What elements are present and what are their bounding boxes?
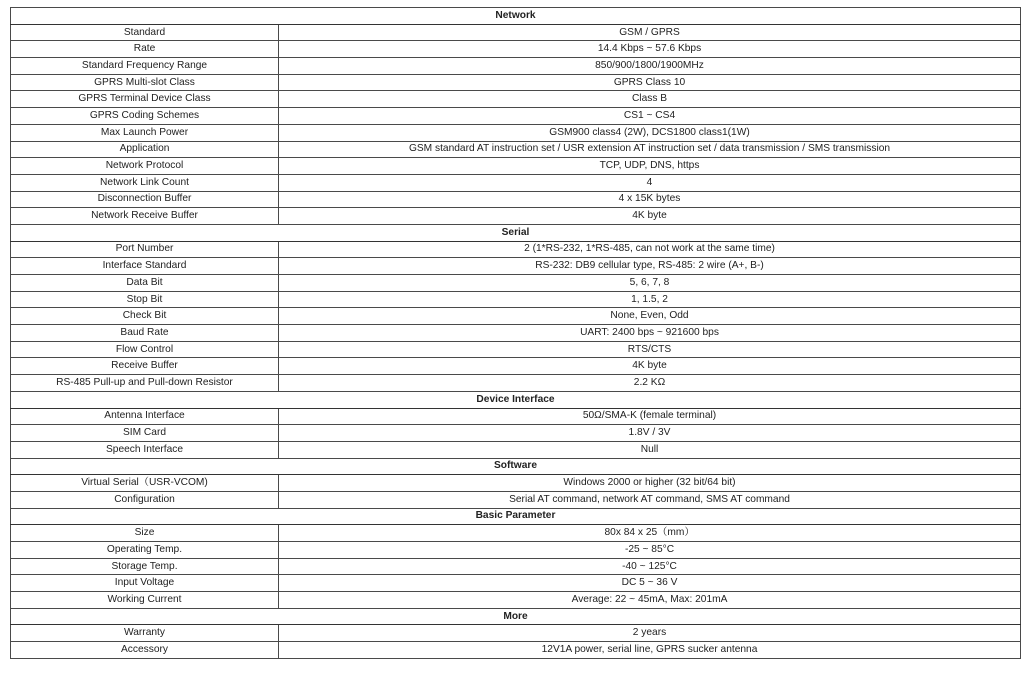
- table-row: [11, 58, 1021, 75]
- table-row: [11, 625, 1021, 642]
- row-value: 4 x 15K bytes: [279, 191, 1021, 208]
- table-row: [11, 74, 1021, 91]
- row-value: TCP, UDP, DNS, https: [279, 158, 1021, 175]
- row-label: Antenna Interface: [11, 408, 279, 425]
- row-label: RS-485 Pull-up and Pull-down Resistor: [11, 375, 279, 392]
- row-label: Storage Temp.: [11, 558, 279, 575]
- table-row: [11, 441, 1021, 458]
- row-value: 50Ω/SMA-K (female terminal): [279, 408, 1021, 425]
- row-value: 2 (1*RS-232, 1*RS-485, can not work at the same time): [279, 241, 1021, 258]
- table-row: [11, 525, 1021, 542]
- table-row: [11, 325, 1021, 342]
- section-title: Serial: [11, 224, 1021, 241]
- row-value: GSM / GPRS: [279, 24, 1021, 41]
- section-title: Basic Parameter: [11, 508, 1021, 525]
- row-label: GPRS Multi-slot Class: [11, 74, 279, 91]
- row-label: Accessory: [11, 642, 279, 659]
- section-header-row: [11, 8, 1021, 25]
- table-row: [11, 425, 1021, 442]
- row-value: GSM900 class4 (2W), DCS1800 class1(1W): [279, 124, 1021, 141]
- row-label: Flow Control: [11, 341, 279, 358]
- section-header-row: [11, 224, 1021, 241]
- section-header-row: [11, 508, 1021, 525]
- section-title: Device Interface: [11, 391, 1021, 408]
- table-row: [11, 542, 1021, 559]
- row-value: 80x 84 x 25（mm）: [279, 525, 1021, 542]
- row-value: DC 5 ~ 36 V: [279, 575, 1021, 592]
- table-row: [11, 358, 1021, 375]
- row-label: Operating Temp.: [11, 542, 279, 559]
- table-row: [11, 91, 1021, 108]
- row-label: Data Bit: [11, 275, 279, 292]
- section-title: More: [11, 608, 1021, 625]
- row-value: 14.4 Kbps ~ 57.6 Kbps: [279, 41, 1021, 58]
- table-row: [11, 475, 1021, 492]
- table-row: [11, 108, 1021, 125]
- table-row: [11, 308, 1021, 325]
- row-label: Network Protocol: [11, 158, 279, 175]
- table-row: [11, 275, 1021, 292]
- section-header-row: [11, 608, 1021, 625]
- table-row: [11, 24, 1021, 41]
- row-value: 12V1A power, serial line, GPRS sucker antenna: [279, 642, 1021, 659]
- row-label: Interface Standard: [11, 258, 279, 275]
- row-value: 1, 1.5, 2: [279, 291, 1021, 308]
- table-row: [11, 575, 1021, 592]
- row-label: Standard Frequency Range: [11, 58, 279, 75]
- row-value: Serial AT command, network AT command, SMS AT command: [279, 491, 1021, 508]
- row-value: 2.2 KΩ: [279, 375, 1021, 392]
- row-value: 1.8V / 3V: [279, 425, 1021, 442]
- row-value: 4K byte: [279, 358, 1021, 375]
- row-value: GPRS Class 10: [279, 74, 1021, 91]
- row-label: Configuration: [11, 491, 279, 508]
- row-label: Working Current: [11, 592, 279, 609]
- table-row: [11, 291, 1021, 308]
- table-row: [11, 191, 1021, 208]
- row-value: 4: [279, 174, 1021, 191]
- table-row: [11, 208, 1021, 225]
- row-label: Disconnection Buffer: [11, 191, 279, 208]
- row-label: Baud Rate: [11, 325, 279, 342]
- spec-table: [10, 7, 1021, 659]
- row-label: SIM Card: [11, 425, 279, 442]
- table-row: [11, 592, 1021, 609]
- row-value: RTS/CTS: [279, 341, 1021, 358]
- table-row: [11, 141, 1021, 158]
- row-label: GPRS Coding Schemes: [11, 108, 279, 125]
- row-label: Warranty: [11, 625, 279, 642]
- row-value: 5, 6, 7, 8: [279, 275, 1021, 292]
- table-row: [11, 158, 1021, 175]
- row-value: -25 ~ 85°C: [279, 542, 1021, 559]
- row-value: 4K byte: [279, 208, 1021, 225]
- row-label: Network Receive Buffer: [11, 208, 279, 225]
- row-value: 850/900/1800/1900MHz: [279, 58, 1021, 75]
- row-label: Input Voltage: [11, 575, 279, 592]
- row-label: Application: [11, 141, 279, 158]
- row-label: Max Launch Power: [11, 124, 279, 141]
- row-value: GSM standard AT instruction set / USR extension AT instruction set / data transmission / SMS transmission: [279, 141, 1021, 158]
- row-value: Average: 22 ~ 45mA, Max: 201mA: [279, 592, 1021, 609]
- row-value: RS-232: DB9 cellular type, RS-485: 2 wire (A+, B-): [279, 258, 1021, 275]
- row-label: Port Number: [11, 241, 279, 258]
- row-label: Network Link Count: [11, 174, 279, 191]
- row-label: GPRS Terminal Device Class: [11, 91, 279, 108]
- row-value: None, Even, Odd: [279, 308, 1021, 325]
- section-title: Software: [11, 458, 1021, 475]
- row-value: Windows 2000 or higher (32 bit/64 bit): [279, 475, 1021, 492]
- row-label: Check Bit: [11, 308, 279, 325]
- spec-table-body: [11, 8, 1021, 659]
- row-label: Size: [11, 525, 279, 542]
- table-row: [11, 558, 1021, 575]
- row-value: CS1 ~ CS4: [279, 108, 1021, 125]
- table-row: [11, 642, 1021, 659]
- row-value: 2 years: [279, 625, 1021, 642]
- table-row: [11, 375, 1021, 392]
- row-label: Standard: [11, 24, 279, 41]
- row-label: Speech Interface: [11, 441, 279, 458]
- table-row: [11, 241, 1021, 258]
- table-row: [11, 124, 1021, 141]
- table-row: [11, 174, 1021, 191]
- section-title: Network: [11, 8, 1021, 25]
- row-value: Class B: [279, 91, 1021, 108]
- row-label: Virtual Serial（USR-VCOM): [11, 475, 279, 492]
- section-header-row: [11, 391, 1021, 408]
- table-row: [11, 341, 1021, 358]
- row-value: -40 ~ 125°C: [279, 558, 1021, 575]
- row-label: Stop Bit: [11, 291, 279, 308]
- section-header-row: [11, 458, 1021, 475]
- table-row: [11, 408, 1021, 425]
- table-row: [11, 41, 1021, 58]
- row-label: Rate: [11, 41, 279, 58]
- row-value: Null: [279, 441, 1021, 458]
- row-value: UART: 2400 bps ~ 921600 bps: [279, 325, 1021, 342]
- table-row: [11, 491, 1021, 508]
- table-row: [11, 258, 1021, 275]
- row-label: Receive Buffer: [11, 358, 279, 375]
